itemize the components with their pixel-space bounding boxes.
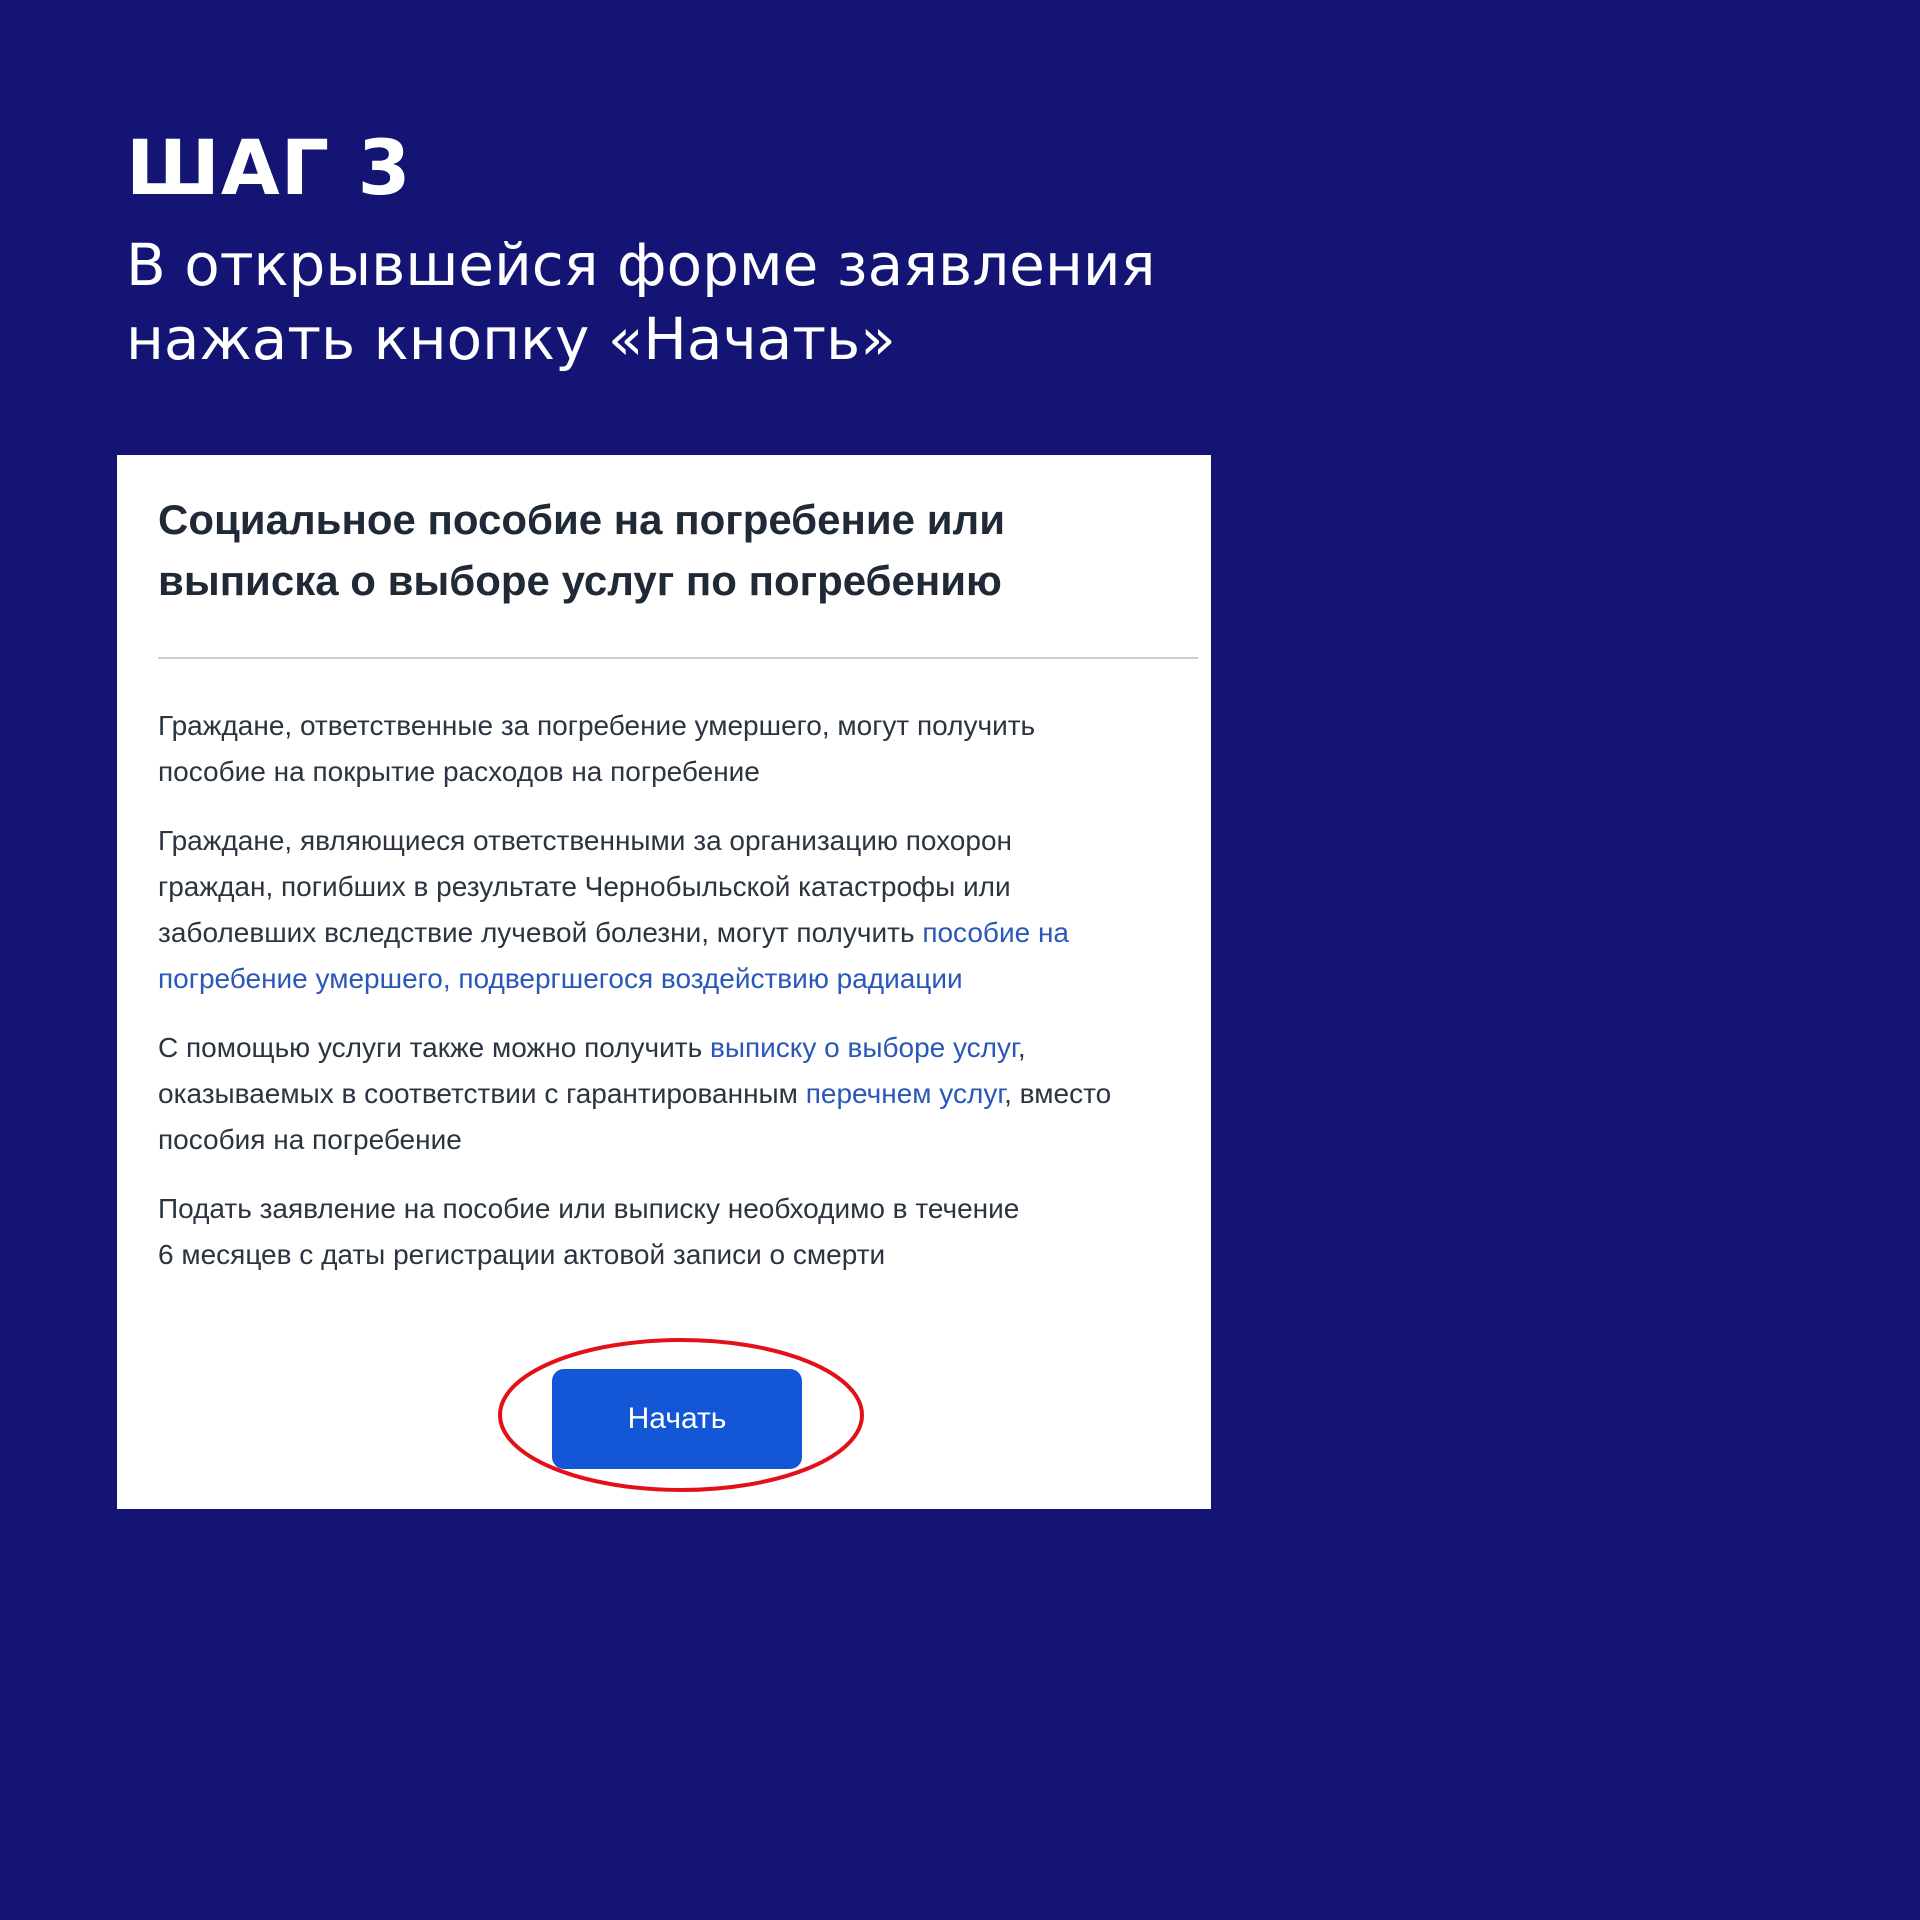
text-line: Подать заявление на пособие или выписку необходимо в течение — [158, 1193, 1020, 1224]
radiation-benefit-link[interactable]: пособие на — [922, 917, 1069, 948]
text-line: пособия на погребение — [158, 1124, 462, 1155]
text-line: граждан, погибших в результате Чернобыльской катастрофы или — [158, 871, 1011, 902]
form-screenshot-card — [117, 455, 1211, 1509]
text-line: 6 месяцев с даты регистрации актовой записи о смерти — [158, 1239, 886, 1270]
divider — [158, 657, 1198, 659]
text-segment: заболевших вследствие лучевой болезни, могут получить — [158, 917, 923, 948]
services-list-link[interactable]: перечнем услуг — [805, 1078, 1005, 1109]
text-line — [158, 1025, 1203, 1071]
step-title: ШАГ 3 — [126, 123, 412, 212]
description-paragraph — [158, 703, 1203, 795]
form-description — [158, 703, 1203, 1301]
form-title-line: выписка о выборе услуг по погребению — [158, 557, 1002, 604]
text-segment: , вместо — [1004, 1078, 1112, 1109]
step-instruction-line: В открывшейся форме заявления — [126, 231, 1156, 299]
services-choice-extract-link[interactable]: выписку о выборе услуг — [709, 1032, 1018, 1063]
text-line — [158, 1071, 1203, 1117]
text-line: Граждане, ответственные за погребение умершего, могут получить — [158, 710, 1036, 741]
text-line: пособие на покрытие расходов на погребение — [158, 756, 760, 787]
description-paragraph — [158, 1025, 1203, 1163]
text-line: Граждане, являющиеся ответственными за организацию похорон — [158, 825, 1012, 856]
radiation-benefit-link-cont[interactable]: погребение умершего, подвергшегося воздействию радиации — [158, 963, 963, 994]
description-paragraph — [158, 1186, 1203, 1278]
description-paragraph — [158, 818, 1203, 1002]
text-line — [158, 910, 1203, 956]
text-line — [158, 956, 1203, 1002]
form-title-line: Социальное пособие на погребение или — [158, 496, 1006, 543]
start-button[interactable]: Начать — [552, 1369, 802, 1469]
step-instruction — [126, 228, 1155, 376]
text-segment: оказываемых в соответствии с гарантированным — [158, 1078, 806, 1109]
step-instruction-line: нажать кнопку «Начать» — [126, 305, 896, 373]
text-segment: , — [1017, 1032, 1026, 1063]
form-title — [158, 489, 1005, 611]
text-segment: С помощью услуги также можно получить — [158, 1032, 710, 1063]
